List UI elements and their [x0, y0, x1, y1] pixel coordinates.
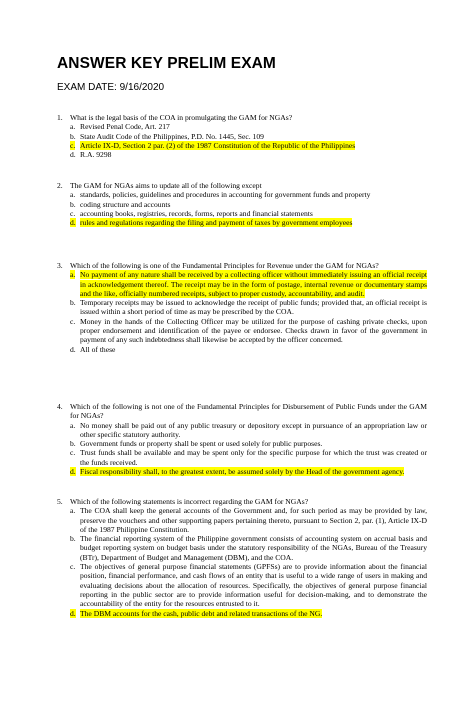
option-letter-text: a. — [70, 506, 76, 516]
option-text: The COA shall keep the general accounts of the Government and, for such period as may be provided by law, preserve the vouchers and other supporting papers pertaining thereto, pursuant to Section 2, par. (1), Article IX-D of the 1987 Philippine Constitution. — [80, 506, 427, 534]
option-letter — [70, 345, 80, 354]
answer-option-d — [70, 150, 427, 159]
option-text: Government funds or property shall be spent or used solely for public purposes. — [80, 439, 323, 449]
highlighted-correct-answer: No payment of any nature shall be received by a collecting officer without immediately issuing an official receipt in acknowledgement thereof. The receipt may be in the form of postage, internal revenue or documentary stamps and the like, officially numbered receipts, subject to proper custody, accountability, and audit. — [80, 270, 427, 298]
option-text: R.A. 9298 — [80, 150, 112, 160]
option-letter — [70, 270, 80, 298]
answer-option-a — [70, 506, 427, 534]
option-letter — [70, 506, 80, 534]
answer-option-a — [70, 421, 427, 440]
option-letter-text: b. — [70, 534, 76, 544]
question-1 — [57, 113, 427, 159]
option-text-wrap — [80, 534, 427, 562]
option-text: Temporary receipts may be issued to acknowledge the receipt of public funds; provided that, an official receipt is issued within a short period of time as may be prescribed by the COA. — [80, 298, 427, 317]
answer-option-d — [70, 609, 427, 618]
option-text-wrap — [80, 439, 427, 448]
answer-option-a — [70, 270, 427, 298]
answer-option-c — [70, 209, 427, 218]
answer-option-c — [70, 448, 427, 467]
option-letter-text: c. — [70, 448, 76, 458]
question-2 — [57, 181, 427, 227]
option-letter — [70, 421, 80, 440]
highlighted-correct-answer: Article IX-D, Section 2 par. (2) of the 1987 Constitution of the Republic of the Philippines — [80, 140, 356, 150]
option-text-wrap — [80, 298, 427, 317]
option-letter — [70, 562, 80, 608]
option-letter-text: a. — [70, 420, 76, 430]
answer-option-d — [70, 345, 427, 354]
option-letter-text: c. — [70, 208, 76, 218]
option-letter-text: a. — [70, 270, 76, 280]
option-text: The financial reporting system of the Philippine government consists of accounting system on accrual basis and budget reporting system on budget basis under the statutory responsibility of the NGAs, Bureau of the Treasury (BTr), Department of Budget and Management (DBM), and the COA. — [80, 534, 427, 562]
answer-option-b — [70, 439, 427, 448]
option-text: coding structure and accounts — [80, 199, 171, 209]
option-letter — [70, 200, 80, 209]
option-text: Money in the hands of the Collecting Officer may be utilized for the purpose of cashing private checks, upon proper endorsement and identification of the payee or endorsee. Checks drawn in favor of the government in payment of any such indebtedness shall likewise be accepted by the officer concerned. — [80, 316, 427, 345]
question-stem — [57, 113, 427, 122]
option-letter-text: d. — [70, 467, 76, 477]
option-text: accounting books, registries, records, forms, reports and financial statements — [80, 208, 313, 218]
question-text: Which of the following statements is incorrect regarding the GAM for NGAs? — [70, 497, 309, 506]
option-letter — [70, 218, 80, 227]
option-text: No money shall be paid out of any public treasury or depository except in pursuance of an appropriation law or other specific statutory authority. — [80, 420, 427, 439]
question-text: The GAM for NGAs aims to update all of the following except — [70, 181, 262, 190]
option-letter-text: a. — [70, 122, 76, 132]
question-number: 2. — [57, 181, 63, 190]
highlighted-correct-answer: Fiscal responsibility shall, to the greatest extent, be assumed solely by the Head of the government agency. — [80, 467, 405, 477]
option-text-wrap — [80, 345, 427, 354]
question-stem — [57, 181, 427, 190]
answer-option-b — [70, 298, 427, 317]
question-text: Which of the following is not one of the Fundamental Principles for Disbursement of Public Funds under the GAM for NGAs? — [70, 402, 427, 421]
question-stem — [57, 261, 427, 270]
option-text: Revised Penal Code, Art. 217 — [80, 122, 170, 132]
option-letter — [70, 534, 80, 562]
option-text-wrap — [80, 218, 427, 227]
option-letter — [70, 122, 80, 131]
option-text-wrap — [80, 317, 427, 345]
option-letter — [70, 317, 80, 345]
answer-option-c — [70, 562, 427, 608]
answer-option-c — [70, 317, 427, 345]
exam-date: EXAM DATE: 9/16/2020 — [57, 82, 165, 93]
option-text-wrap — [80, 132, 427, 141]
page-title: ANSWER KEY PRELIM EXAM — [57, 55, 276, 72]
option-letter — [70, 439, 80, 448]
highlighted-correct-answer: rules and regulations regarding the filing and payment of taxes by government employees — [80, 218, 353, 228]
option-text-wrap — [80, 150, 427, 159]
question-3 — [57, 261, 427, 354]
option-letter-text: c. — [70, 316, 76, 326]
option-text-wrap — [80, 141, 427, 150]
answer-option-b — [70, 132, 427, 141]
option-text-wrap — [80, 467, 427, 476]
option-text-wrap — [80, 562, 427, 608]
question-number: 3. — [57, 261, 63, 270]
option-letter-text: d. — [70, 608, 76, 618]
question-number: 4. — [57, 402, 63, 411]
option-letter — [70, 467, 80, 476]
option-letter-text: b. — [70, 199, 76, 209]
answer-option-d — [70, 467, 427, 476]
option-text-wrap — [80, 609, 427, 618]
option-text-wrap — [80, 270, 427, 298]
option-letter-text: c. — [70, 562, 76, 572]
question-4 — [57, 402, 427, 476]
option-letter — [70, 448, 80, 467]
option-letter — [70, 150, 80, 159]
question-text: What is the legal basis of the COA in promulgating the GAM for NGAs? — [70, 113, 293, 122]
option-letter — [70, 298, 80, 317]
question-5 — [57, 497, 427, 618]
option-letter-text: b. — [70, 131, 76, 141]
option-text-wrap — [80, 209, 427, 218]
option-letter — [70, 209, 80, 218]
option-text-wrap — [80, 506, 427, 534]
answer-option-c — [70, 141, 427, 150]
answer-option-b — [70, 200, 427, 209]
option-text-wrap — [80, 421, 427, 440]
option-text: The objectives of general purpose financial statements (GPFSs) are to provide information about the financial position, financial performance, and cash flows of an entity that is useful to a wide range of users in making and evaluating decisions about the allocation of resources. Specifically, the objectives of general purpose financial reporting in the public sector are to provide information useful for decision-making, and to demonstrate the accountability of the entity for the resources entrusted to it. — [80, 562, 427, 609]
option-letter-text: a. — [70, 190, 76, 200]
option-text: State Audit Code of the Philippines, P.D. No. 1445, Sec. 109 — [80, 131, 264, 141]
answer-option-d — [70, 218, 427, 227]
option-letter — [70, 141, 80, 150]
option-letter-text: d. — [70, 218, 76, 228]
option-letter-text: b. — [70, 439, 76, 449]
question-number: 5. — [57, 497, 63, 506]
option-letter — [70, 609, 80, 618]
question-text: Which of the following is one of the Fundamental Principles for Revenue under the GAM for NGAs? — [70, 261, 379, 270]
option-letter-text: c. — [70, 140, 76, 150]
question-number: 1. — [57, 113, 63, 122]
option-letter-text: d. — [70, 344, 76, 354]
option-text: Trust funds shall be available and may be spent only for the specific purpose for which the trust was created or the funds received. — [80, 448, 427, 467]
option-letter-text: b. — [70, 298, 76, 308]
highlighted-correct-answer: The DBM accounts for the cash, public debt and related transactions of the NG. — [80, 608, 323, 618]
question-stem — [57, 402, 427, 421]
option-letter-text: d. — [70, 150, 76, 160]
option-text-wrap — [80, 448, 427, 467]
option-letter — [70, 190, 80, 199]
option-text-wrap — [80, 122, 427, 131]
question-stem — [57, 497, 427, 506]
answer-option-a — [70, 122, 427, 131]
answer-option-b — [70, 534, 427, 562]
option-text-wrap — [80, 200, 427, 209]
option-text-wrap — [80, 190, 427, 199]
option-text: All of these — [80, 344, 116, 354]
answer-option-a — [70, 190, 427, 199]
option-letter — [70, 132, 80, 141]
option-text: standards, policies, guidelines and procedures in accounting for government funds and property — [80, 190, 371, 200]
